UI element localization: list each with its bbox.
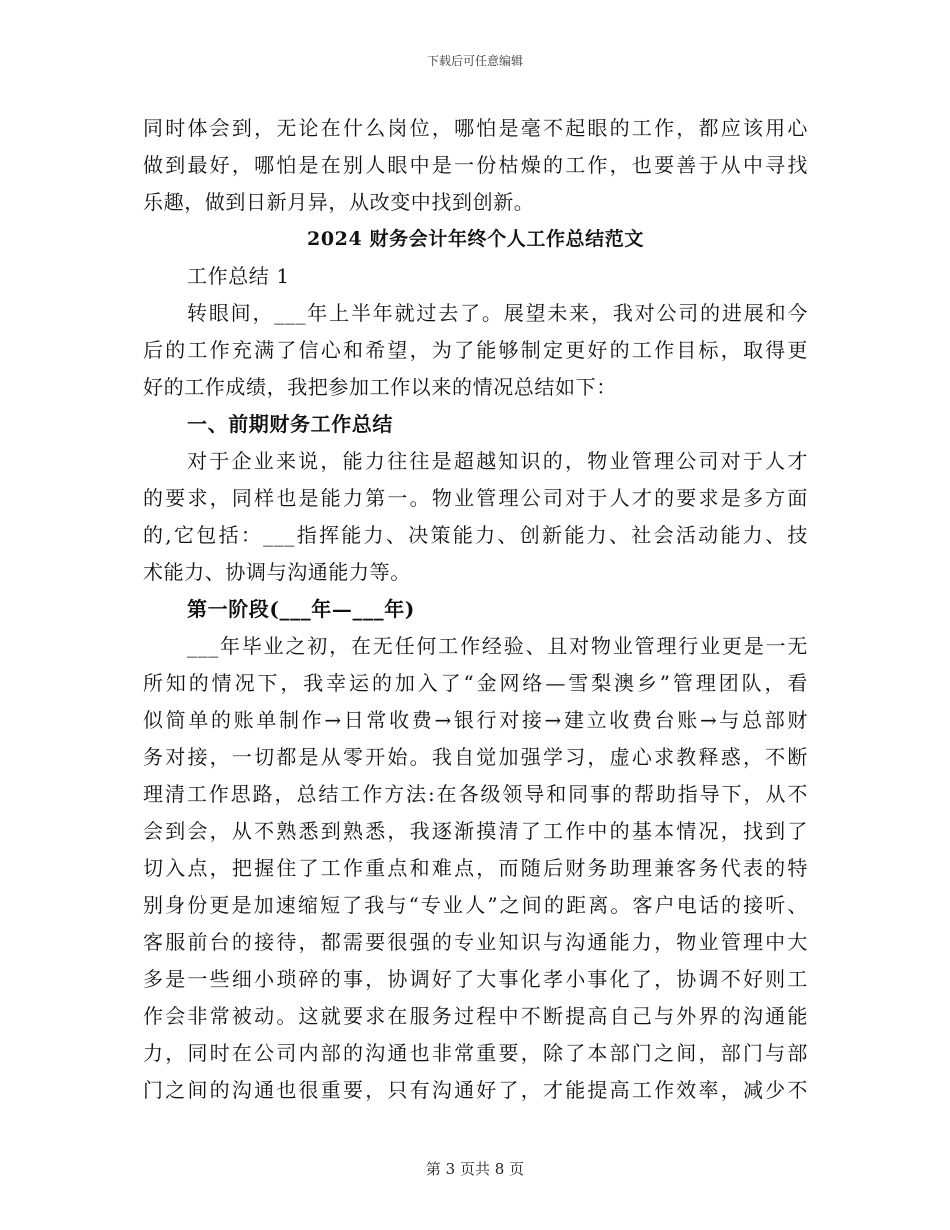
paragraph-line: 会到会，从不熟悉到熟悉，我逐渐摸清了工作中的基本情况，找到了 — [143, 819, 808, 843]
paragraph-line: 理清工作思路，总结工作方法:在各级领导和同事的帮助指导下，从不 — [143, 782, 808, 806]
paragraph-line: 的要求，同样也是能力第一。物业管理公司对于人才的要求是多方面 — [143, 486, 808, 510]
document-title: 2024 财务会计年终个人工作总结范文 — [307, 228, 644, 250]
page-header: 下载后可任意编辑 — [426, 54, 523, 68]
section-label: 工作总结 1 — [187, 264, 290, 288]
paragraph-line: 术能力、协调与沟通能力等。 — [143, 560, 411, 584]
paragraph-line: 对于企业来说，能力往往是超越知识的，物业管理公司对于人才 — [187, 449, 808, 473]
document-body — [143, 110, 808, 1109]
paragraph-line: 乐趣，做到日新月异，从改变中找到创新。 — [143, 190, 535, 214]
paragraph-line: 门之间的沟通也很重要，只有沟通好了，才能提高工作效率，减少不 — [143, 1078, 808, 1102]
paragraph-line: 务对接，一切都是从零开始。我自觉加强学习，虚心求教释惑，不断 — [143, 745, 808, 769]
paragraph-line: 力，同时在公司内部的沟通也非常重要，除了本部门之间，部门与部 — [143, 1041, 808, 1065]
paragraph-line: 切入点，把握住了工作重点和难点，而随后财务助理兼客务代表的特 — [143, 856, 808, 880]
paragraph-line: 好的工作成绩，我把参加工作以来的情况总结如下： — [143, 375, 617, 399]
stage-heading: 第一阶段(___年—___年) — [187, 597, 415, 621]
page-footer: 第 3 页共 8 页 — [425, 1160, 525, 1178]
paragraph-line: 的,它包括：___指挥能力、决策能力、创新能力、社会活动能力、技 — [143, 523, 808, 547]
paragraph-line: 多是一些细小琐碎的事，协调好了大事化孝小事化了，协调不好则工 — [143, 967, 808, 991]
paragraph-line: 所知的情况下，我幸运的加入了“金网络—雪梨澳乡”管理团队，看 — [143, 671, 808, 695]
section-heading: 一、前期财务工作总结 — [187, 412, 393, 436]
paragraph-line: 别身份更是加速缩短了我与“专业人”之间的距离。客户电话的接听、 — [143, 893, 808, 917]
paragraph-line: ___年毕业之初，在无任何工作经验、且对物业管理行业更是一无 — [187, 634, 808, 658]
paragraph-line: 同时体会到，无论在什么岗位，哪怕是毫不起眼的工作，都应该用心 — [143, 116, 808, 140]
paragraph-line: 转眼间，___年上半年就过去了。展望未来，我对公司的进展和今 — [187, 301, 808, 325]
paragraph-line: 客服前台的接待，都需要很强的专业知识与沟通能力，物业管理中大 — [143, 930, 808, 954]
paragraph-line: 做到最好，哪怕是在别人眼中是一份枯燥的工作，也要善于从中寻找 — [143, 153, 808, 177]
paragraph-line: 作会非常被动。这就要求在服务过程中不断提高自己与外界的沟通能 — [143, 1004, 808, 1028]
paragraph-line: 后的工作充满了信心和希望，为了能够制定更好的工作目标，取得更 — [143, 338, 808, 362]
paragraph-line: 似简单的账单制作→日常收费→银行对接→建立收费台账→与总部财 — [143, 708, 808, 732]
